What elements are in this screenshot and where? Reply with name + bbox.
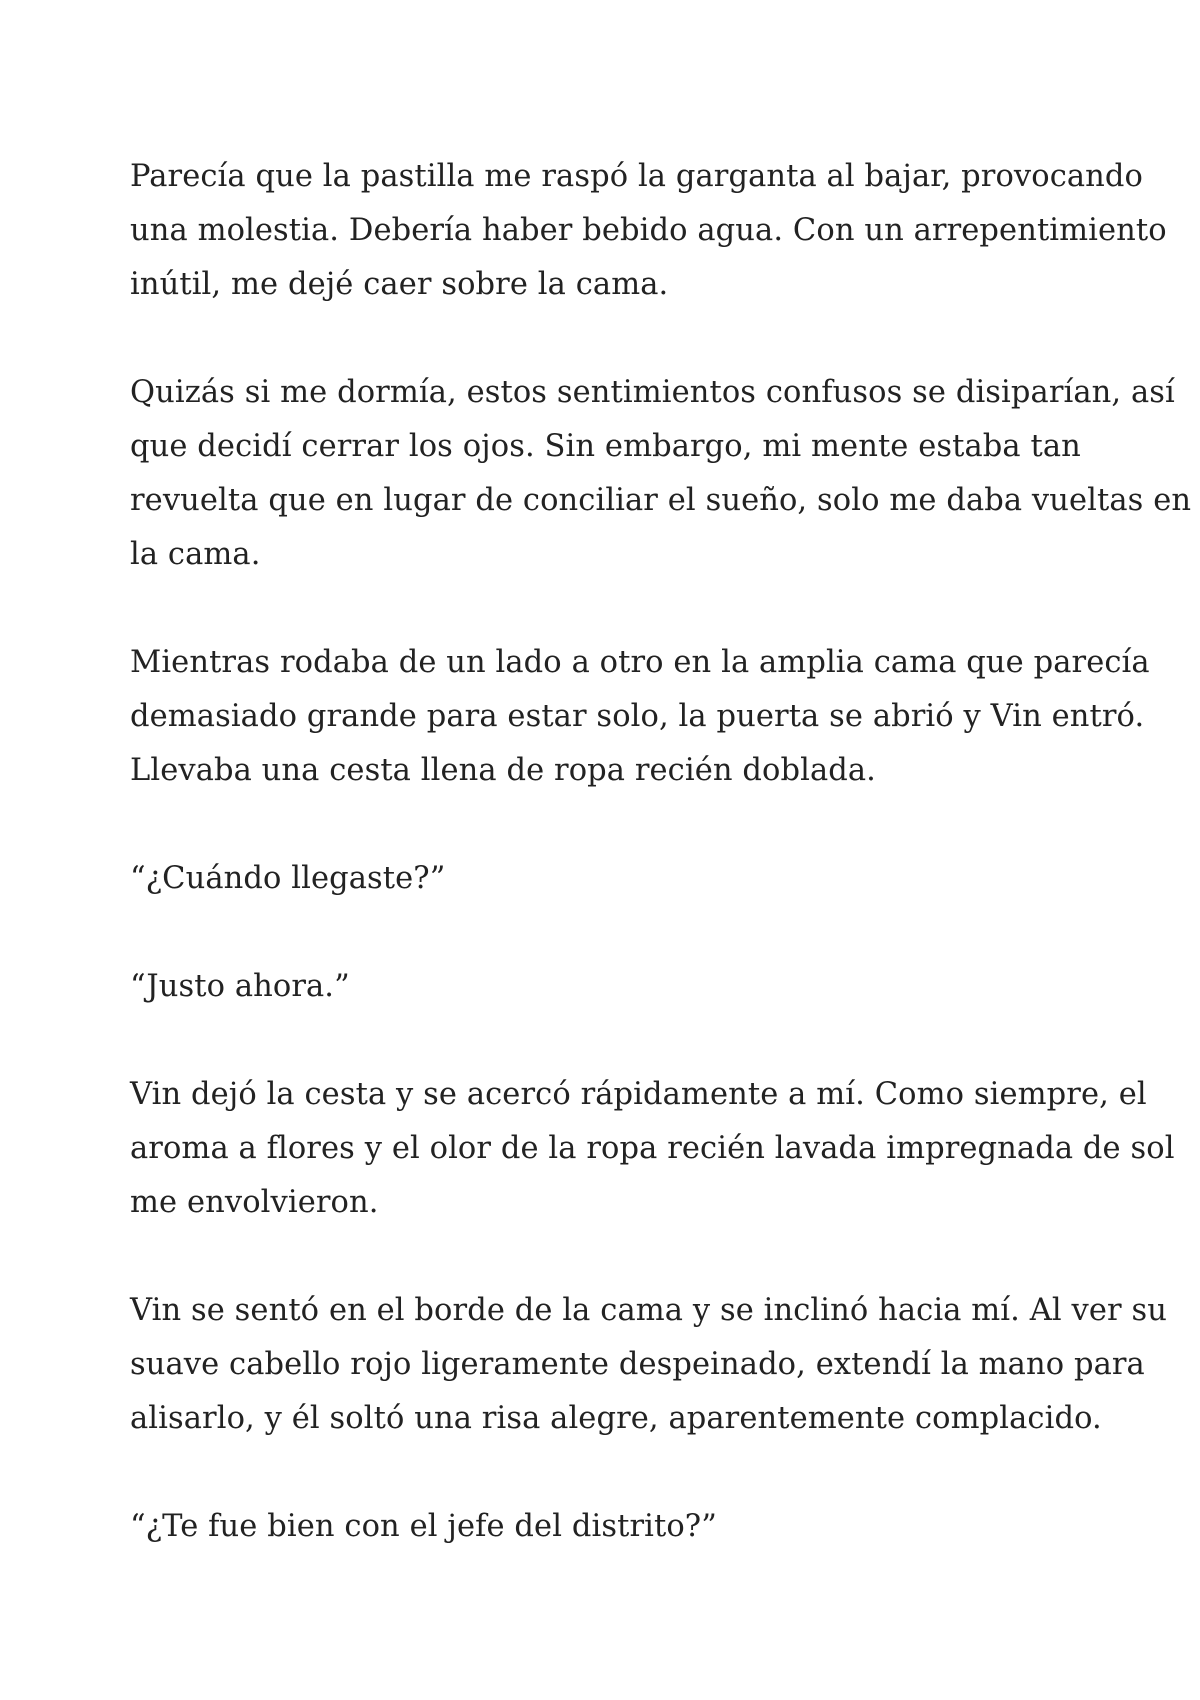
text-line: inútil, me dejé caer sobre la cama.	[130, 267, 669, 302]
paragraph-gap	[130, 798, 1090, 852]
paragraph-8-dialogue	[130, 1500, 1090, 1554]
paragraph-gap	[130, 906, 1090, 960]
text-line: Llevaba una cesta llena de ropa recién doblada.	[130, 753, 876, 788]
text-line: alisarlo, y él soltó una risa alegre, aparentemente complacido.	[130, 1401, 1102, 1436]
text-line: demasiado grande para estar solo, la puerta se abrió y Vin entró.	[130, 699, 1145, 734]
text-line: aroma a flores y el olor de la ropa recién lavada impregnada de sol	[130, 1131, 1175, 1166]
text-line: que decidí cerrar los ojos. Sin embargo, mi mente estaba tan	[130, 429, 1081, 464]
text-line: la cama.	[130, 537, 261, 572]
dialogue-line: “¿Cuándo llegaste?”	[130, 861, 446, 896]
text-line: Parecía que la pastilla me raspó la garganta al bajar, provocando	[130, 159, 1144, 194]
text-line: me envolvieron.	[130, 1185, 379, 1220]
text-line: Mientras rodaba de un lado a otro en la amplia cama que parecía	[130, 645, 1150, 680]
dialogue-line: “¿Te fue bien con el jefe del distrito?”	[130, 1509, 717, 1544]
text-line: suave cabello rojo ligeramente despeinado, extendí la mano para	[130, 1347, 1145, 1382]
paragraph-gap	[130, 1230, 1090, 1284]
text-line: Vin se sentó en el borde de la cama y se inclinó hacia mí. Al ver su	[130, 1293, 1167, 1328]
paragraph-gap	[130, 582, 1090, 636]
paragraph-7	[130, 1284, 1167, 1446]
body-text	[130, 150, 1192, 1554]
paragraph-gap	[130, 1014, 1090, 1068]
text-line: Vin dejó la cesta y se acercó rápidamente a mí. Como siempre, el	[130, 1077, 1147, 1112]
paragraph-3	[130, 636, 1150, 798]
dialogue-line: “Justo ahora.”	[130, 969, 350, 1004]
paragraph-2	[130, 366, 1192, 582]
text-line: Quizás si me dormía, estos sentimientos confusos se disiparían, así	[130, 375, 1175, 410]
text-line: revuelta que en lugar de conciliar el sueño, solo me daba vueltas en	[130, 483, 1192, 518]
text-line: una molestia. Debería haber bebido agua. Con un arrepentimiento	[130, 213, 1167, 248]
paragraph-1	[130, 150, 1167, 312]
paragraph-4-dialogue	[130, 852, 1090, 906]
paragraph-gap	[130, 312, 1090, 366]
paragraph-6	[130, 1068, 1175, 1230]
paragraph-gap	[130, 1446, 1090, 1500]
paragraph-5-dialogue	[130, 960, 1090, 1014]
